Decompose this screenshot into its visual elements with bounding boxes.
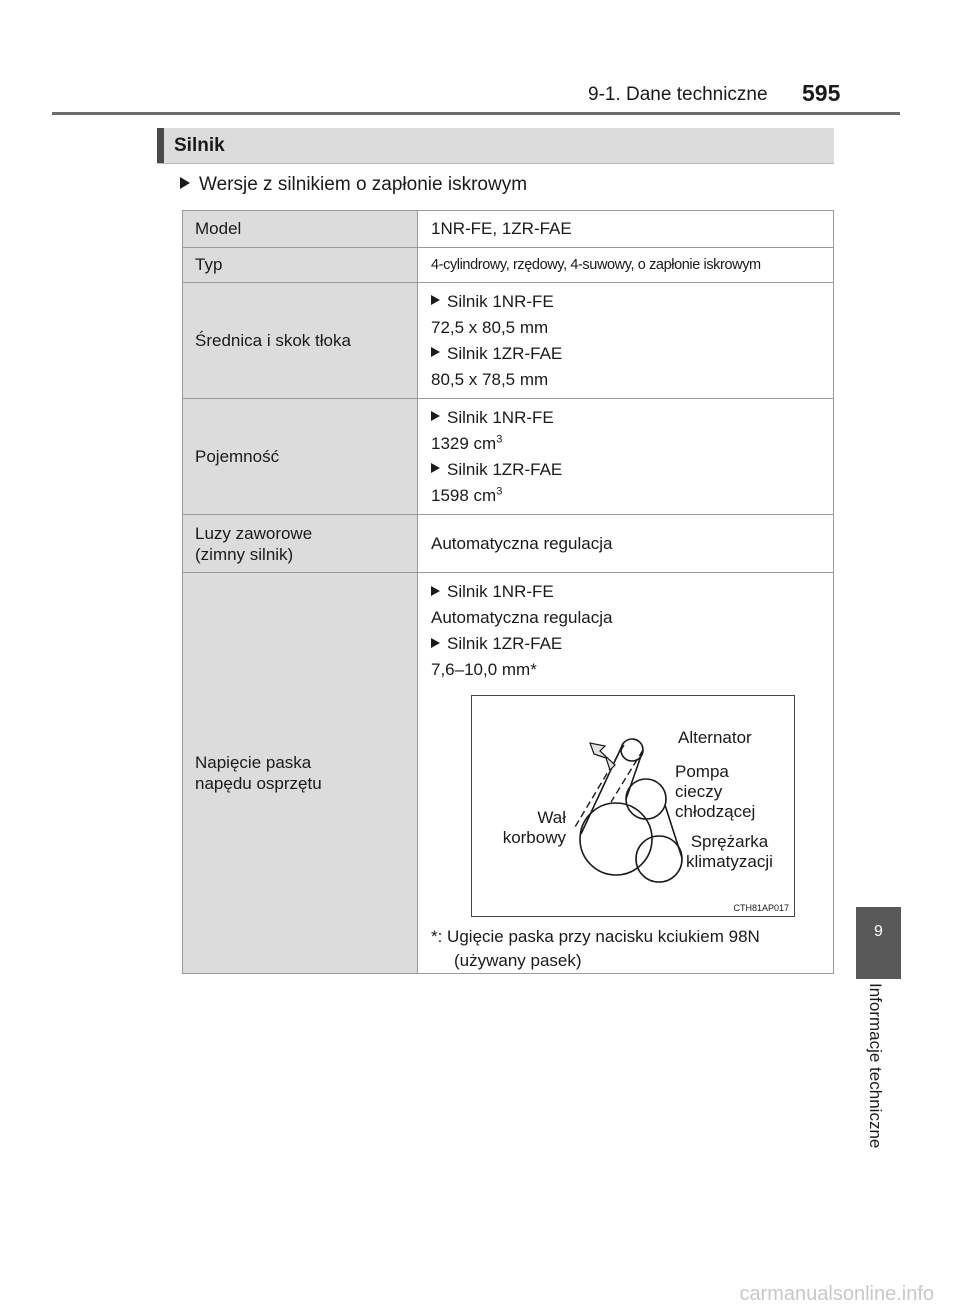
- label-ac-compressor: Sprężarka klimatyzacji: [686, 832, 773, 871]
- table-row-bore-stroke: [183, 283, 834, 399]
- triangle-bullet-icon: [431, 411, 440, 421]
- engine-label: Silnik 1NR-FE: [431, 289, 833, 315]
- table-row-displacement: [183, 399, 834, 515]
- figure-code: CTH81AP017: [733, 903, 789, 913]
- triangle-bullet-icon: [431, 463, 440, 473]
- watermark: carmanualsonline.info: [739, 1283, 934, 1305]
- engine-label: Silnik 1NR-FE: [431, 579, 833, 605]
- chapter-label: [862, 983, 892, 1183]
- subheading-text: Wersje z silnikiem o zapłonie iskrowym: [199, 174, 528, 195]
- displacement-value: 1329 $cm^3$: [431, 432, 503, 453]
- engine-label: Silnik 1ZR-FAE: [431, 631, 833, 657]
- value-displacement: [418, 399, 834, 515]
- table-row-valve-clearance: [183, 515, 834, 573]
- value-model: 1NR-FE, 1ZR-FAE: [418, 211, 834, 248]
- table-row-model: [183, 211, 834, 248]
- label-crankshaft: Wał korbowy: [502, 808, 566, 847]
- ac-compressor-pulley-icon: [636, 836, 682, 882]
- triangle-bullet-icon: [431, 347, 440, 357]
- label-model: Model: [183, 211, 418, 248]
- value-bore-stroke: [418, 283, 834, 399]
- subheading: [180, 174, 527, 196]
- page-number: 595: [802, 80, 841, 106]
- header-section-title: 9-1. Dane techniczne: [588, 84, 768, 105]
- label-valve-clearance: Luzy zaworowe (zimny silnik): [183, 515, 418, 573]
- engine-label: Silnik 1ZR-FAE: [431, 341, 833, 367]
- engine-label: Silnik 1NR-FE: [431, 405, 833, 431]
- triangle-bullet-icon: [431, 586, 440, 596]
- triangle-bullet-icon: [180, 177, 190, 189]
- press-arrow-icon: [590, 743, 615, 770]
- water-pump-pulley-icon: [626, 779, 666, 819]
- label-displacement: Pojemność: [183, 399, 418, 515]
- label-alternator: Alternator: [678, 728, 752, 747]
- triangle-bullet-icon: [431, 638, 440, 648]
- label-type: Typ: [183, 248, 418, 283]
- header-divider: [52, 112, 900, 115]
- belt-segment-icon: [581, 748, 621, 834]
- chapter-label-text: Informacje techniczne: [866, 983, 885, 1149]
- deflected-belt-icon: [575, 745, 624, 827]
- engine-spec-table: [182, 210, 834, 974]
- label-water-pump: Pompa cieczy chłodzącej: [675, 762, 756, 821]
- belt-tension-value: Automatyczna regulacja: [431, 608, 613, 627]
- value-type: 4-cylindrowy, rzędowy, 4-suwowy, o zapłonie iskrowym: [418, 248, 834, 283]
- footnote: *: Ugięcie paska przy nacisku kciukiem 98N (używany pasek): [431, 927, 760, 970]
- section-heading-accent: [157, 128, 164, 163]
- section-heading-bar: [157, 128, 834, 164]
- section-heading: Silnik: [174, 135, 225, 156]
- bore-stroke-value: 72,5 x 80,5 mm: [431, 317, 549, 337]
- label-bore-stroke: Średnica i skok tłoka: [183, 283, 418, 399]
- label-belt-tension: Napięcie paska napędu osprzętu: [183, 573, 418, 974]
- chapter-tab: [856, 907, 901, 979]
- table-row-type: [183, 248, 834, 283]
- chapter-number: 9: [874, 923, 883, 940]
- displacement-value: 1598 $cm^3$: [431, 484, 503, 505]
- belt-tension-value: 7,6–10,0 mm*: [431, 660, 537, 679]
- table-row-belt-tension: [183, 573, 834, 974]
- triangle-bullet-icon: [431, 295, 440, 305]
- bore-stroke-value: 80,5 x 78,5 mm: [431, 369, 549, 389]
- belt-diagram: [471, 695, 795, 917]
- value-belt-tension: [418, 573, 834, 974]
- engine-label: Silnik 1ZR-FAE: [431, 457, 833, 483]
- value-valve-clearance: Automatyczna regulacja: [418, 515, 834, 573]
